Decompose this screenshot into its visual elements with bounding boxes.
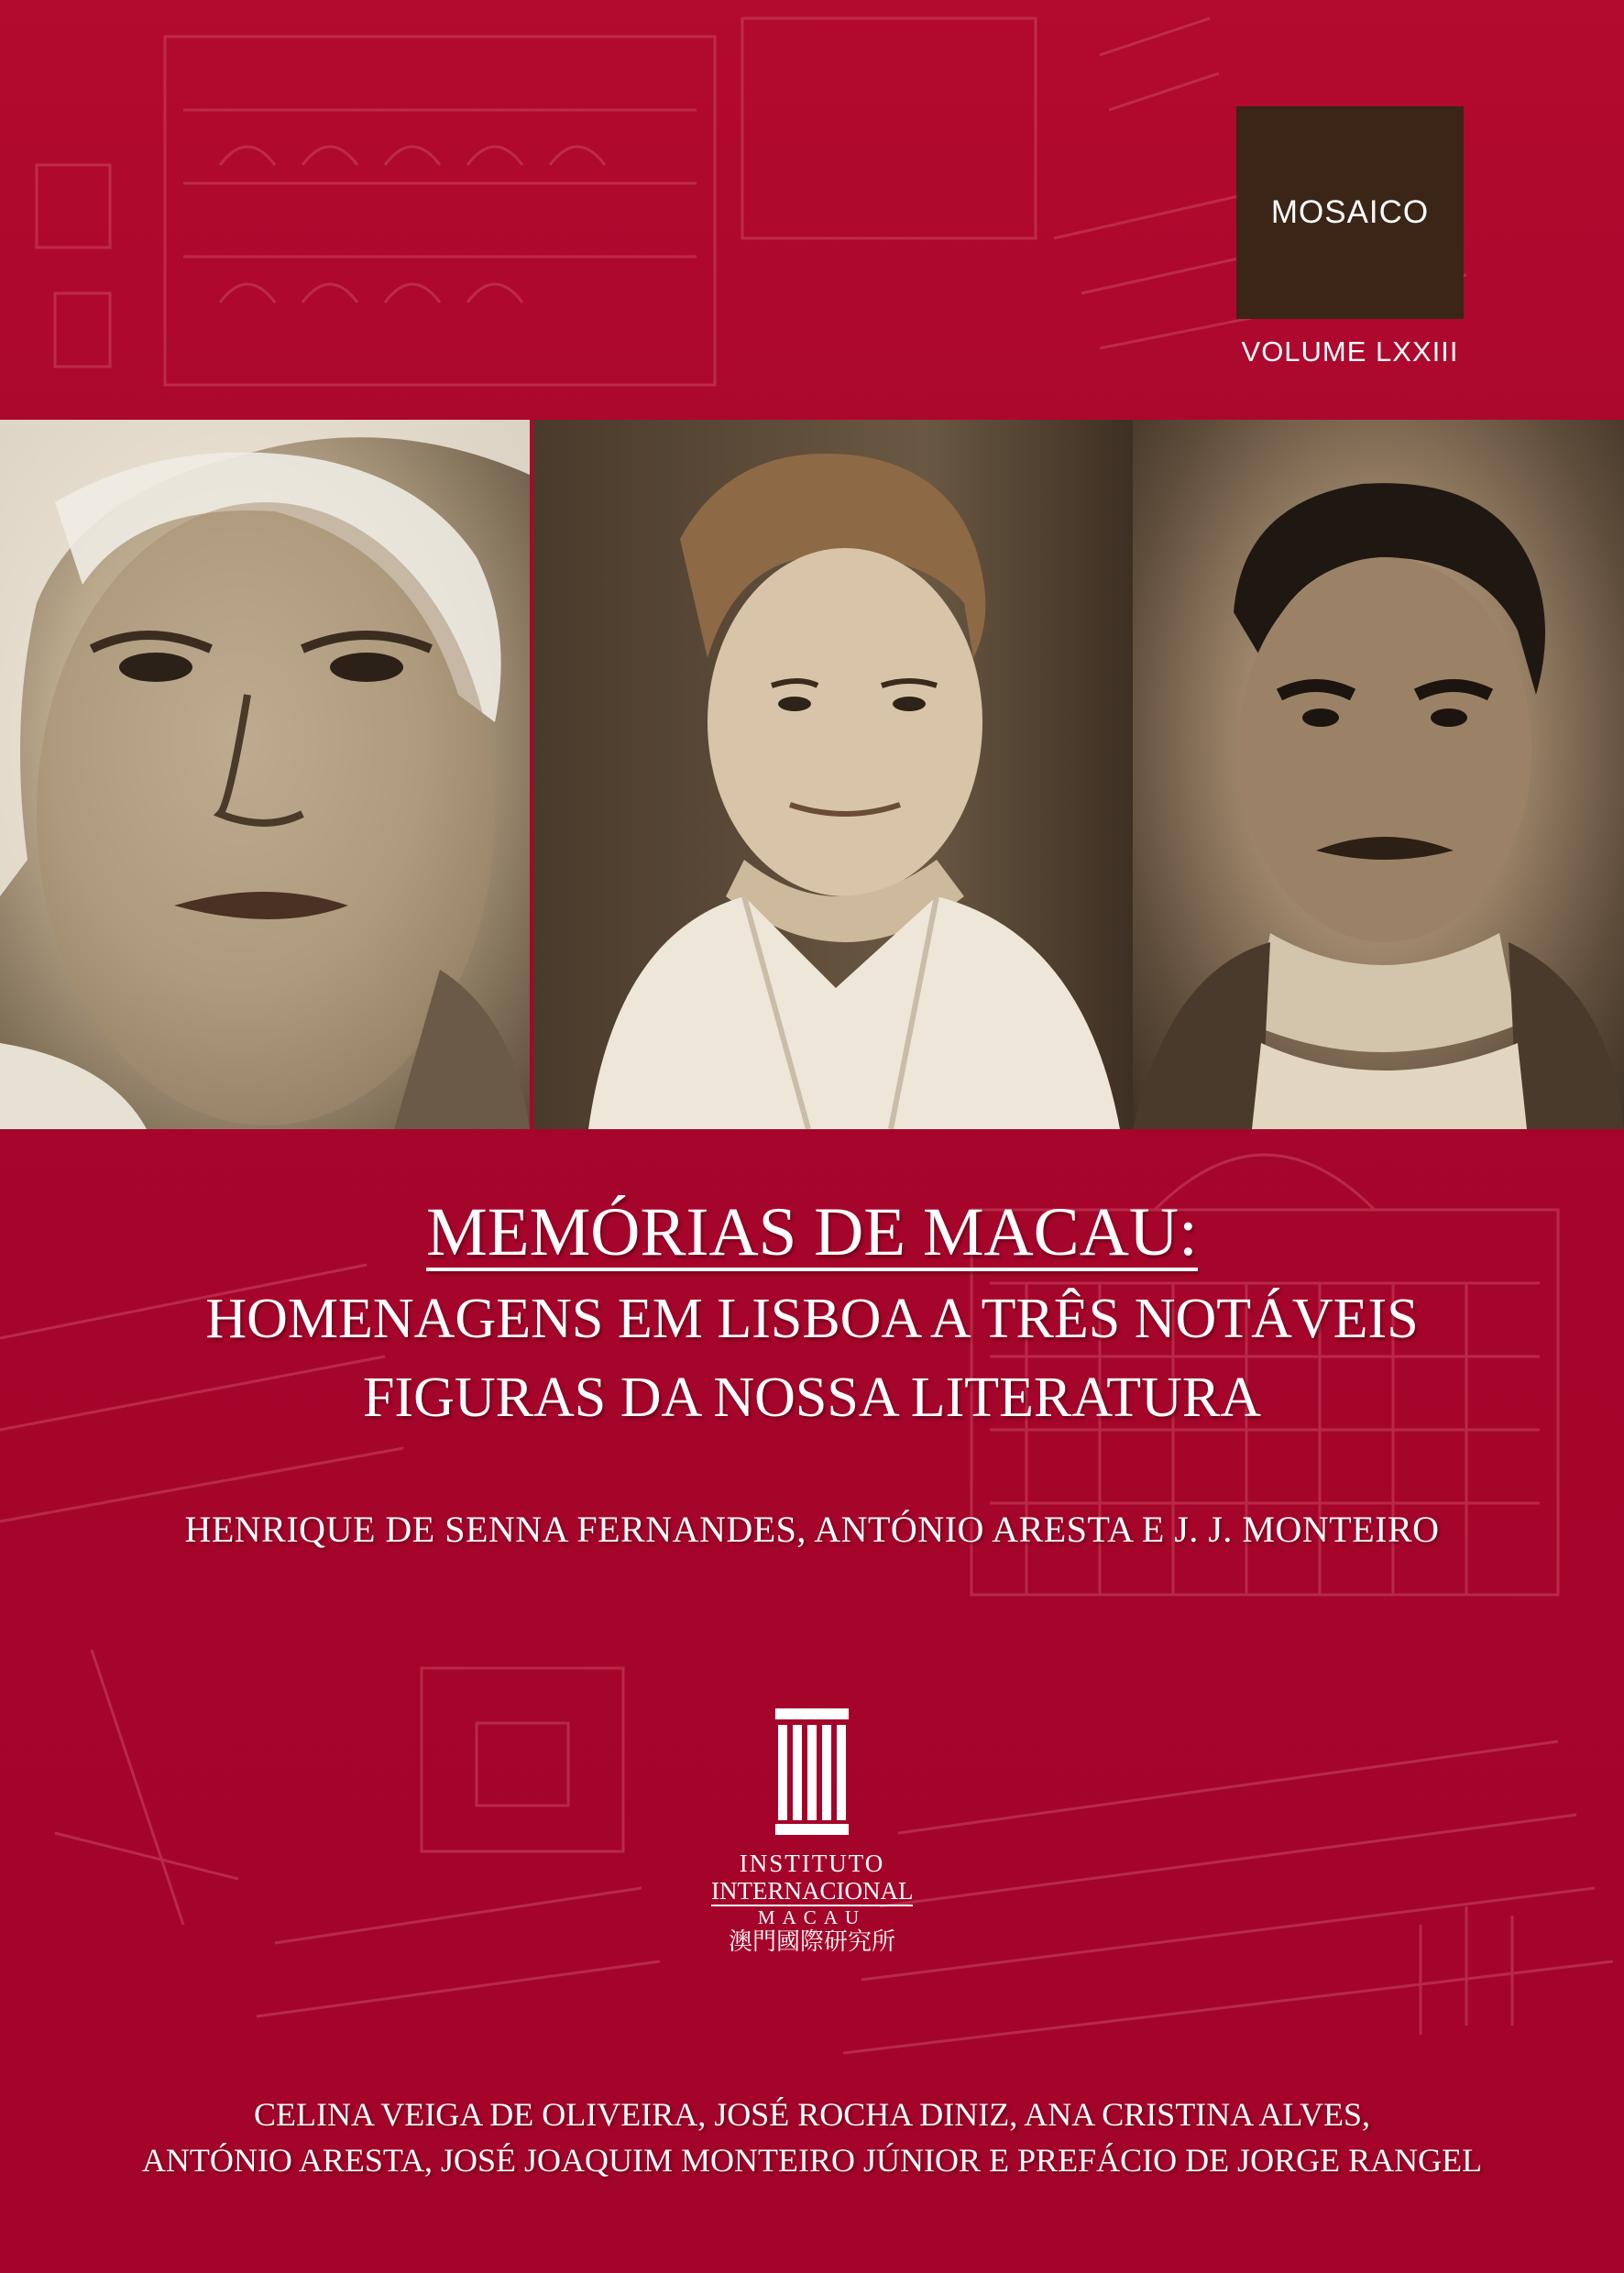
publisher-chinese-name: 澳門國際研究所	[728, 1928, 895, 1955]
authors-block	[0, 2092, 1624, 2183]
title-block	[0, 1191, 1624, 1437]
columns-icon	[771, 1708, 853, 1837]
publisher-name-line-1: INSTITUTO	[739, 1850, 885, 1877]
portrait-henrique-de-senna-fernandes	[0, 420, 530, 1129]
portrait-strip	[0, 420, 1624, 1129]
subtitle-line-1: HOMENAGENS EM LISBOA A TRÊS NOTÁVEIS	[205, 1288, 1419, 1350]
portrait-j-j-monteiro	[1133, 420, 1624, 1129]
honorees: HENRIQUE DE SENNA FERNANDES, ANTÓNIO ARESTA E J. J. MONTEIRO	[184, 1509, 1440, 1550]
authors-line-1: CELINA VEIGA DE OLIVEIRA, JOSÉ ROCHA DINIZ, ANA CRISTINA ALVES,	[253, 2096, 1371, 2133]
publisher-name-line-3: MACAU	[757, 1906, 867, 1928]
series-label: MOSAICO	[1270, 194, 1430, 230]
publisher-logo	[711, 1708, 913, 2011]
publisher-name-line-2: INTERNACIONAL	[711, 1877, 914, 1905]
main-title: MEMÓRIAS DE MACAU:	[426, 1194, 1198, 1270]
volume-label: VOLUME LXXIII	[1241, 335, 1459, 368]
authors-line-2: ANTÓNIO ARESTA, JOSÉ JOAQUIM MONTEIRO JÚNIOR E PREFÁCIO DE JORGE RANGEL	[141, 2142, 1483, 2179]
series-badge	[1236, 106, 1464, 319]
subtitle-line-2: FIGURAS DA NOSSA LITERATURA	[362, 1367, 1262, 1429]
portrait-antonio-aresta	[533, 420, 1133, 1129]
